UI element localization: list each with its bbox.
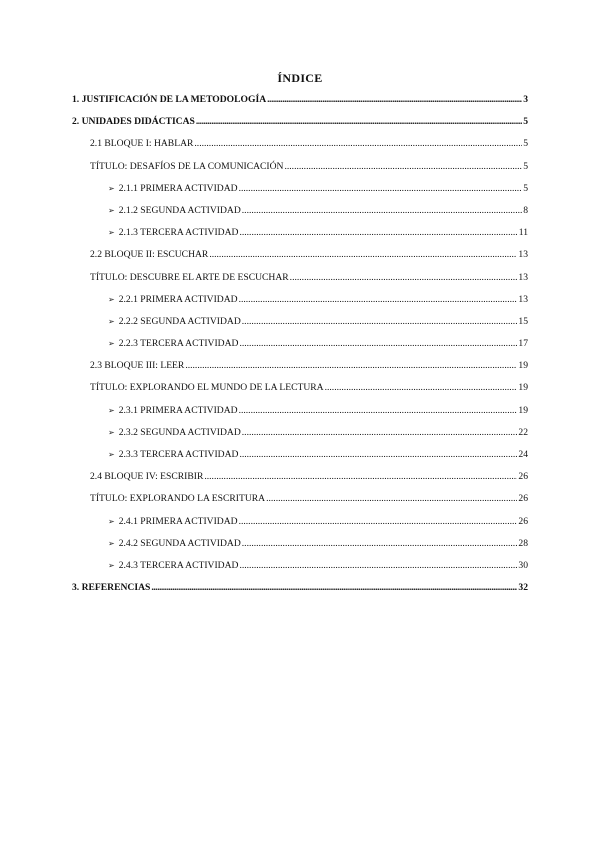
toc-entry[interactable]	[72, 449, 528, 471]
toc-entry[interactable]	[72, 138, 528, 160]
toc-entry[interactable]	[72, 582, 528, 604]
toc-entry-page-number: 8	[523, 204, 528, 216]
toc-entry-page-number: 5	[523, 138, 528, 150]
dot-leader	[209, 249, 517, 260]
toc-entry[interactable]	[72, 405, 528, 427]
page-title: ÍNDICE	[277, 71, 323, 85]
toc-entry[interactable]	[72, 538, 528, 560]
toc-entry-page-number: 19	[518, 404, 528, 416]
toc-entry-label: 2.1.1 PRIMERA ACTIVIDAD	[118, 182, 238, 194]
toc-entry-label: 2. UNIDADES DIDÁCTICAS	[72, 116, 195, 128]
toc-entry-page-number: 11	[518, 227, 528, 239]
toc-entry-page-number: 26	[518, 493, 528, 505]
toc-entry-label: 2.3.2 SEGUNDA ACTIVIDAD	[118, 426, 241, 438]
dot-leader	[239, 338, 517, 349]
toc-entry-page-number: 13	[518, 293, 528, 305]
toc-entry-page-number: 5	[523, 182, 528, 194]
dot-leader	[239, 227, 517, 238]
arrow-bullet-icon: ➢	[108, 538, 115, 548]
toc-entry-label: 2.2 BLOQUE II: ESCUCHAR	[90, 249, 209, 261]
dot-leader	[239, 294, 518, 305]
toc-entry[interactable]	[72, 427, 528, 449]
arrow-bullet-icon: ➢	[108, 316, 115, 326]
toc-entry-page-number: 19	[518, 360, 528, 372]
arrow-bullet-icon: ➢	[108, 339, 115, 349]
dot-leader	[196, 116, 522, 127]
dot-leader	[151, 582, 517, 593]
dot-leader	[239, 183, 523, 194]
toc-entry-label: TÍTULO: EXPLORANDO EL MUNDO DE LA LECTURA	[90, 382, 324, 394]
arrow-bullet-icon: ➢	[108, 294, 115, 304]
toc-entry-label: 2.3 BLOQUE III: LEER	[90, 360, 185, 372]
dot-leader	[239, 405, 518, 416]
toc-entry-label: 3. REFERENCIAS	[72, 582, 151, 594]
dot-leader	[290, 272, 518, 283]
dot-leader	[267, 94, 522, 105]
toc-entry-page-number: 5	[523, 160, 528, 172]
dot-leader	[242, 316, 518, 327]
dot-leader	[204, 471, 517, 482]
toc-entry-page-number: 26	[518, 471, 528, 483]
dot-leader	[242, 427, 518, 438]
toc-entry-page-number: 15	[518, 315, 528, 327]
toc-entry[interactable]	[72, 94, 528, 116]
toc-entry-label: 2.4 BLOQUE IV: ESCRIBIR	[90, 471, 204, 483]
toc-entry-label: TÍTULO: DESCUBRE EL ARTE DE ESCUCHAR	[90, 271, 289, 283]
toc-entry-page-number: 5	[523, 116, 528, 128]
dot-leader	[242, 538, 518, 549]
dot-leader	[194, 138, 522, 149]
toc-entry[interactable]	[72, 316, 528, 338]
dot-leader	[239, 516, 518, 527]
toc-entry-page-number: 30	[518, 559, 528, 571]
toc-entry[interactable]	[72, 272, 528, 294]
toc-entry[interactable]	[72, 294, 528, 316]
toc-entry[interactable]	[72, 249, 528, 271]
toc-entry-page-number: 22	[518, 426, 528, 438]
arrow-bullet-icon: ➢	[108, 450, 115, 459]
toc-entry-page-number: 3	[523, 94, 528, 105]
toc-entry-page-number: 17	[518, 338, 528, 350]
toc-entry-page-number: 24	[518, 449, 528, 460]
toc-entry-label: 2.1.3 TERCERA ACTIVIDAD	[118, 227, 239, 239]
toc-entry-page-number: 26	[518, 515, 528, 527]
dot-leader	[239, 449, 517, 460]
toc-entry[interactable]	[72, 338, 528, 360]
arrow-bullet-icon: ➢	[108, 205, 115, 215]
toc-entry-label: 2.1.2 SEGUNDA ACTIVIDAD	[118, 204, 241, 216]
toc-entry-page-number: 13	[518, 271, 528, 283]
dot-leader	[185, 360, 517, 371]
toc-entry[interactable]	[72, 161, 528, 183]
toc-entry-label: 1. JUSTIFICACIÓN DE LA METODOLOGÍA	[72, 94, 267, 105]
toc-entry[interactable]	[72, 227, 528, 249]
toc-entry-label: 2.2.3 TERCERA ACTIVIDAD	[118, 338, 239, 350]
toc-entry[interactable]	[72, 516, 528, 538]
toc-entry-page-number: 13	[518, 249, 528, 261]
toc-entry[interactable]	[72, 116, 528, 138]
dot-leader	[284, 161, 522, 172]
toc-entry-label: 2.3.3 TERCERA ACTIVIDAD	[118, 449, 239, 460]
dot-leader	[242, 205, 522, 216]
toc-entry-label: 2.4.2 SEGUNDA ACTIVIDAD	[118, 537, 241, 549]
toc-entry[interactable]	[72, 382, 528, 404]
toc-entry[interactable]	[72, 560, 528, 582]
toc-entry-label: 2.4.1 PRIMERA ACTIVIDAD	[118, 515, 238, 527]
toc-entry-page-number: 32	[518, 582, 528, 594]
arrow-bullet-icon: ➢	[108, 183, 115, 193]
toc-entry-page-number: 28	[518, 537, 528, 549]
dot-leader	[266, 493, 517, 504]
table-of-contents	[72, 94, 528, 604]
toc-entry-label: TÍTULO: DESAFÍOS DE LA COMUNICACIÓN	[90, 160, 284, 172]
toc-entry-label: 2.2.2 SEGUNDA ACTIVIDAD	[118, 315, 241, 327]
dot-leader	[325, 382, 518, 393]
toc-entry[interactable]	[72, 471, 528, 493]
arrow-bullet-icon: ➢	[108, 405, 115, 415]
arrow-bullet-icon: ➢	[108, 516, 115, 526]
toc-entry-label: 2.3.1 PRIMERA ACTIVIDAD	[118, 404, 238, 416]
toc-entry-label: 2.1 BLOQUE I: HABLAR	[90, 138, 194, 150]
toc-entry[interactable]	[72, 493, 528, 515]
toc-entry[interactable]	[72, 360, 528, 382]
arrow-bullet-icon: ➢	[108, 228, 115, 238]
toc-entry-label: TÍTULO: EXPLORANDO LA ESCRITURA	[90, 493, 266, 505]
dot-leader	[239, 560, 517, 571]
toc-entry-label: 2.2.1 PRIMERA ACTIVIDAD	[118, 293, 238, 305]
arrow-bullet-icon: ➢	[108, 427, 115, 437]
toc-entry[interactable]	[72, 183, 528, 205]
toc-entry-label: 2.4.3 TERCERA ACTIVIDAD	[118, 559, 239, 571]
toc-entry-page-number: 19	[518, 382, 528, 394]
arrow-bullet-icon: ➢	[108, 560, 115, 570]
toc-entry[interactable]	[72, 205, 528, 227]
